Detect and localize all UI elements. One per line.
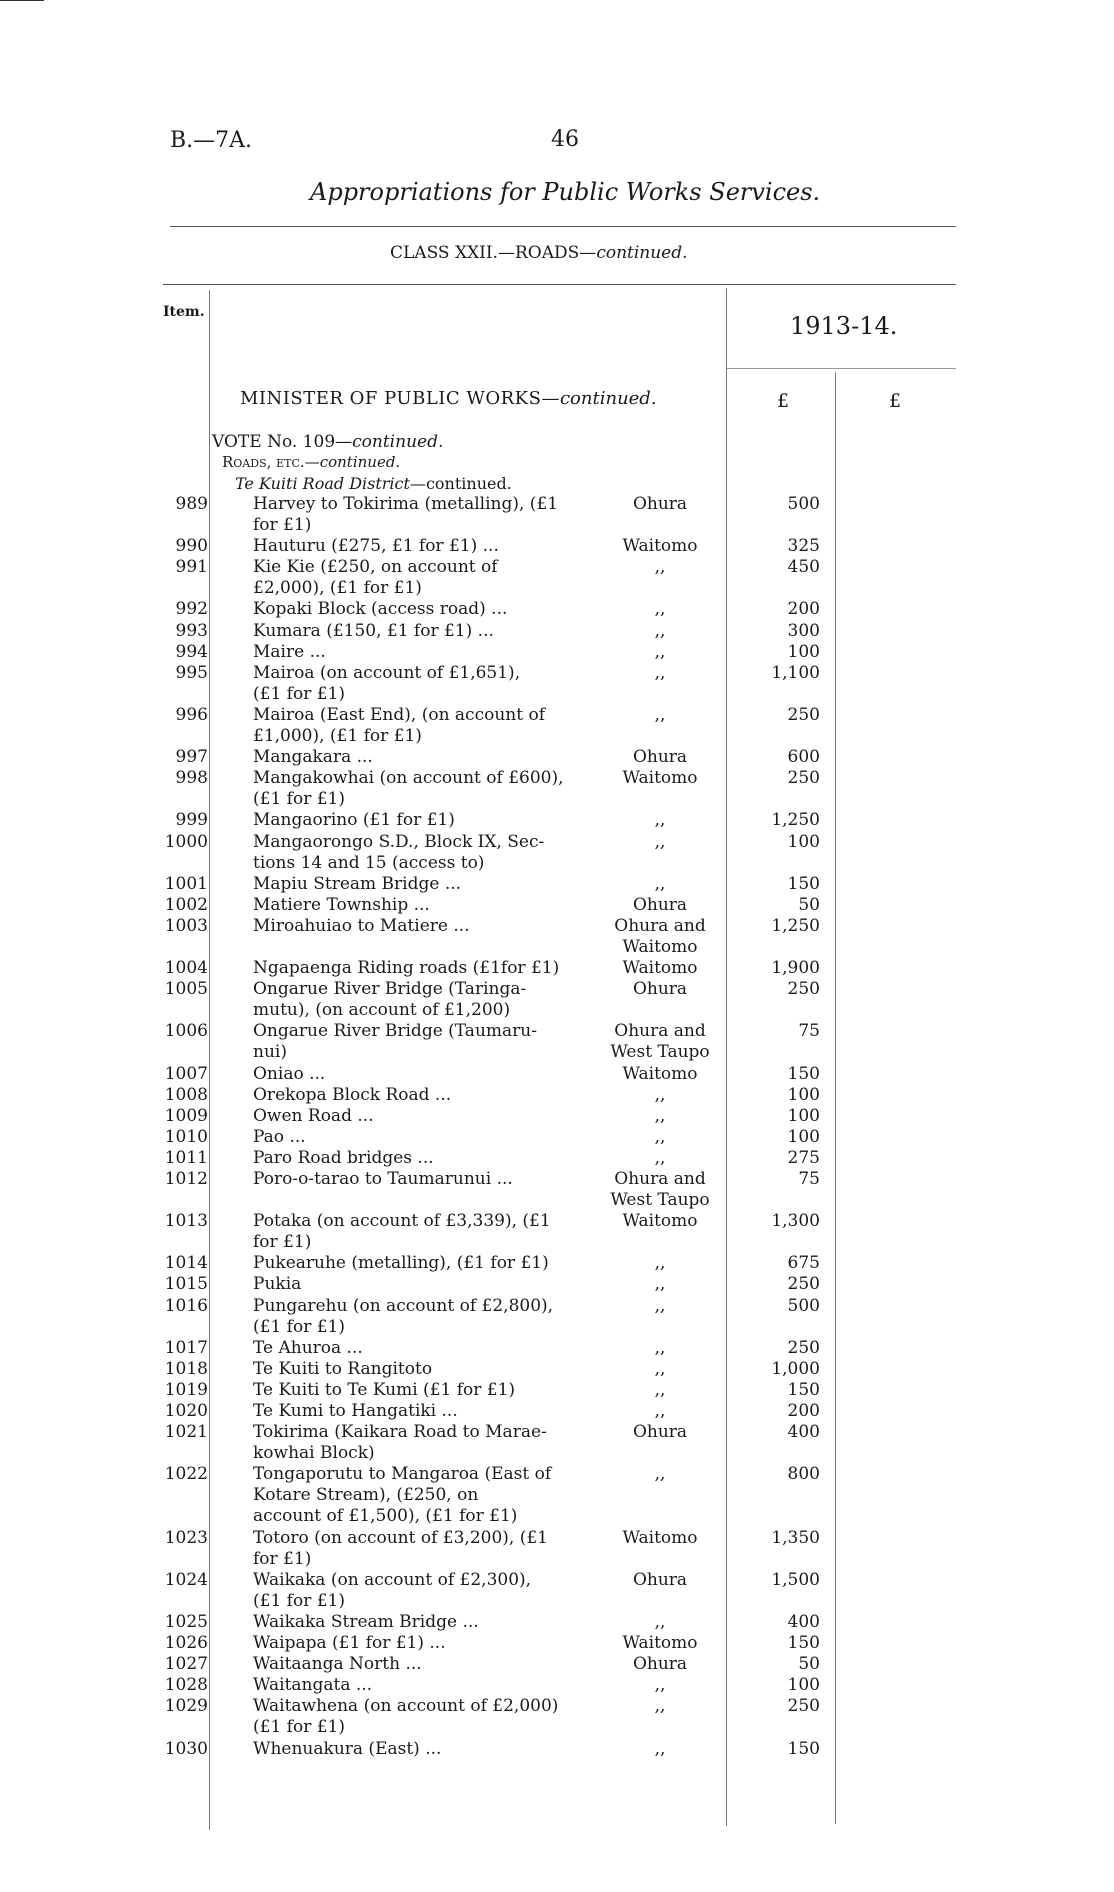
item-number: 992 xyxy=(175,599,208,620)
item-description: Mapiu Stream Bridge ... xyxy=(253,873,462,894)
item-amount: 1,250 xyxy=(771,810,820,831)
item-amount: 100 xyxy=(787,641,820,662)
table-row xyxy=(0,895,1114,916)
item-amount: 500 xyxy=(787,494,820,514)
item-number: 1010 xyxy=(164,1126,208,1147)
document-reference: B.—7A. xyxy=(170,128,253,153)
item-location: ,, xyxy=(654,831,666,852)
item-location: ,, xyxy=(654,1084,666,1105)
item-location: Waitomo xyxy=(622,768,698,789)
item-number: 998 xyxy=(175,768,208,789)
item-number: 1026 xyxy=(164,1633,208,1654)
item-location: ,, xyxy=(654,1696,666,1717)
item-number: 989 xyxy=(175,494,208,514)
item-amount: 325 xyxy=(787,536,820,557)
item-description: Paro Road bridges ... xyxy=(253,1147,434,1168)
item-location: ,, xyxy=(654,1675,666,1696)
item-amount: 600 xyxy=(787,747,820,768)
table-row xyxy=(0,1021,1114,1063)
item-amount: 400 xyxy=(787,1422,820,1443)
appropriations-table xyxy=(0,494,1114,1760)
district-continued: —continued. xyxy=(409,474,512,493)
item-amount: 200 xyxy=(787,599,820,620)
table-row xyxy=(0,768,1114,810)
item-amount: 150 xyxy=(787,873,820,894)
table-top-rule xyxy=(163,284,956,285)
item-location: Ohura and Waitomo xyxy=(614,915,706,957)
item-amount: 300 xyxy=(787,620,820,641)
item-amount: 75 xyxy=(798,1021,820,1042)
table-row xyxy=(0,621,1114,642)
table-row xyxy=(0,1380,1114,1401)
roads-title: Roads, etc.— xyxy=(222,453,320,471)
table-row xyxy=(0,1422,1114,1464)
minister-continued: continued. xyxy=(559,388,657,409)
item-description: Waikaka (on account of £2,300), (£1 for £1) xyxy=(253,1569,532,1611)
item-amount: 100 xyxy=(787,1084,820,1105)
item-description: Waikaka Stream Bridge ... xyxy=(253,1611,479,1632)
item-location: ,, xyxy=(654,873,666,894)
year-under-rule xyxy=(726,368,956,369)
item-number: 995 xyxy=(175,662,208,683)
item-description: Waitaanga North ... xyxy=(253,1654,422,1675)
item-location: Ohura xyxy=(632,1422,688,1443)
table-row xyxy=(0,1696,1114,1738)
item-number: 1016 xyxy=(164,1295,208,1316)
item-number: 1013 xyxy=(164,1211,208,1232)
table-row xyxy=(0,1169,1114,1211)
item-location: ,, xyxy=(654,557,666,578)
table-row xyxy=(0,1633,1114,1654)
item-location: ,, xyxy=(654,810,666,831)
item-number: 1014 xyxy=(164,1253,208,1274)
item-location: Ohura and West Taupo xyxy=(610,1169,710,1210)
item-number: 1012 xyxy=(164,1169,208,1189)
item-description: Mangaorino (£1 for £1) xyxy=(253,810,455,831)
item-description: Ongarue River Bridge (Taringa- mutu), (on account of £1,200) xyxy=(253,979,527,1021)
table-row xyxy=(0,1570,1114,1612)
table-row xyxy=(0,810,1114,831)
item-description: Waitawhena (on account of £2,000) (£1 for £1) xyxy=(253,1696,559,1738)
minister-title: MINISTER OF PUBLIC WORKS— xyxy=(240,388,560,409)
item-description: Kopaki Block (access road) ... xyxy=(253,599,508,620)
vote-heading xyxy=(212,432,443,452)
item-location: ,, xyxy=(654,620,666,641)
table-row xyxy=(0,599,1114,620)
item-number: 996 xyxy=(175,704,208,725)
table-row xyxy=(0,642,1114,663)
item-location: ,, xyxy=(654,1464,666,1485)
item-number: 999 xyxy=(175,810,208,831)
item-description: Miroahuiao to Matiere ... xyxy=(253,915,470,936)
item-number: 1022 xyxy=(164,1464,208,1485)
item-location: ,, xyxy=(654,599,666,620)
item-description: Ongarue River Bridge (Taumaru- nui) xyxy=(253,1021,537,1063)
table-row xyxy=(0,1085,1114,1106)
year-column-header: 1913-14. xyxy=(790,312,898,340)
item-amount: 100 xyxy=(787,1675,820,1696)
item-location: ,, xyxy=(654,1274,666,1295)
item-amount: 75 xyxy=(798,1169,820,1189)
item-location: ,, xyxy=(654,1379,666,1400)
item-number: 1015 xyxy=(164,1274,208,1295)
item-description: Whenuakura (East) ... xyxy=(253,1738,442,1759)
item-amount: 1,000 xyxy=(771,1358,820,1379)
table-row xyxy=(0,1296,1114,1338)
item-description: Harvey to Tokirima (metalling), (£1 for £1) xyxy=(253,494,559,535)
page-number: 46 xyxy=(551,127,579,152)
district-title: Te Kuiti Road District xyxy=(235,474,410,493)
item-location: Waitomo xyxy=(622,958,698,979)
table-row xyxy=(0,1253,1114,1274)
item-location: ,, xyxy=(654,1126,666,1147)
item-amount: 500 xyxy=(787,1295,820,1316)
item-number: 1024 xyxy=(164,1569,208,1590)
table-row xyxy=(0,1612,1114,1633)
item-location: ,, xyxy=(654,1253,666,1274)
item-location: Ohura xyxy=(632,979,688,1000)
item-number: 997 xyxy=(175,747,208,768)
class-heading xyxy=(390,243,688,263)
item-location: ,, xyxy=(654,1105,666,1126)
item-amount: 250 xyxy=(787,1274,820,1295)
item-amount: 150 xyxy=(787,1063,820,1084)
item-location: ,, xyxy=(654,704,666,725)
item-amount: 1,500 xyxy=(771,1569,820,1590)
item-amount: 250 xyxy=(787,1337,820,1358)
table-row xyxy=(0,1401,1114,1422)
currency-header-2: £ xyxy=(889,390,902,412)
item-description: Pao ... xyxy=(253,1126,306,1147)
item-description: Oniao ... xyxy=(253,1063,326,1084)
item-amount: 675 xyxy=(787,1253,820,1274)
item-number: 1028 xyxy=(164,1675,208,1696)
item-number: 1025 xyxy=(164,1611,208,1632)
roads-heading xyxy=(222,453,400,471)
item-description: Kie Kie (£250, on account of £2,000), (£1 for £1) xyxy=(253,557,498,599)
item-description: Pukearuhe (metalling), (£1 for £1) xyxy=(253,1253,549,1274)
table-row xyxy=(0,1106,1114,1127)
item-number: 1023 xyxy=(164,1527,208,1548)
item-number: 1029 xyxy=(164,1696,208,1717)
item-description: Mairoa (East End), (on account of £1,000), (£1 for £1) xyxy=(253,704,545,746)
table-row xyxy=(0,958,1114,979)
currency-header-1: £ xyxy=(777,390,790,412)
item-location: Ohura and West Taupo xyxy=(610,1021,710,1063)
item-description: Totoro (on account of £3,200), (£1 for £1) xyxy=(253,1527,548,1569)
item-number: 1018 xyxy=(164,1358,208,1379)
item-amount: 150 xyxy=(787,1633,820,1654)
item-amount: 1,350 xyxy=(771,1527,820,1548)
item-amount: 250 xyxy=(787,979,820,1000)
item-description: Poro-o-tarao to Taumarunui ... xyxy=(253,1169,513,1189)
item-amount: 150 xyxy=(787,1379,820,1400)
item-amount: 250 xyxy=(787,1696,820,1717)
item-amount: 250 xyxy=(787,768,820,789)
table-row xyxy=(0,1064,1114,1085)
item-number: 993 xyxy=(175,620,208,641)
item-number: 1017 xyxy=(164,1337,208,1358)
item-number: 994 xyxy=(175,641,208,662)
item-description: Ngapaenga Riding roads (£1for £1) xyxy=(253,958,560,979)
item-location: Ohura xyxy=(632,1569,688,1590)
item-number: 1011 xyxy=(164,1147,208,1168)
table-row xyxy=(0,1148,1114,1169)
item-amount: 800 xyxy=(787,1464,820,1485)
item-number: 1019 xyxy=(164,1379,208,1400)
item-number: 1020 xyxy=(164,1401,208,1422)
item-amount: 200 xyxy=(787,1401,820,1422)
vote-title: VOTE No. 109— xyxy=(212,432,353,452)
item-description: Kumara (£150, £1 for £1) ... xyxy=(253,620,494,641)
item-description: Mangaorongo S.D., Block IX, Sec- tions 14 and 15 (access to) xyxy=(253,831,545,873)
item-location: Waitomo xyxy=(622,1211,698,1232)
item-number: 1030 xyxy=(164,1738,208,1759)
class-continued: continued. xyxy=(596,243,688,263)
minister-heading xyxy=(240,388,657,409)
table-row xyxy=(0,747,1114,768)
item-description: Owen Road ... xyxy=(253,1105,374,1126)
item-location: ,, xyxy=(654,1401,666,1422)
item-header-underline xyxy=(0,0,44,1)
item-amount: 450 xyxy=(787,557,820,578)
table-row xyxy=(0,1528,1114,1570)
table-row xyxy=(0,705,1114,747)
header-rule xyxy=(170,226,956,227)
item-location: ,, xyxy=(654,641,666,662)
item-description: Te Kuiti to Rangitoto xyxy=(253,1358,433,1379)
item-location: Waitomo xyxy=(622,1527,698,1548)
table-row xyxy=(0,874,1114,895)
item-description: Maire ... xyxy=(253,641,326,662)
item-number: 1003 xyxy=(164,915,208,936)
item-description: Waitangata ... xyxy=(253,1675,373,1696)
item-amount: 100 xyxy=(787,1105,820,1126)
table-row xyxy=(0,1127,1114,1148)
table-row xyxy=(0,663,1114,705)
item-description: Mangakowhai (on account of £600), (£1 for £1) xyxy=(253,768,564,810)
table-row xyxy=(0,536,1114,557)
item-number: 1002 xyxy=(164,894,208,915)
item-location: ,, xyxy=(654,1611,666,1632)
item-location: Waitomo xyxy=(622,1633,698,1654)
table-row xyxy=(0,494,1114,536)
district-heading xyxy=(235,474,512,493)
item-description: Mangakara ... xyxy=(253,747,373,768)
item-description: Potaka (on account of £3,339), (£1 for £1) xyxy=(253,1211,551,1253)
item-number: 1006 xyxy=(164,1021,208,1042)
item-number: 1007 xyxy=(164,1063,208,1084)
item-location: ,, xyxy=(654,1358,666,1379)
item-amount: 1,250 xyxy=(771,915,820,936)
table-row xyxy=(0,916,1114,958)
item-location: ,, xyxy=(654,1337,666,1358)
item-description: Orekopa Block Road ... xyxy=(253,1084,452,1105)
table-row xyxy=(0,1464,1114,1527)
table-row xyxy=(0,1211,1114,1253)
item-amount: 400 xyxy=(787,1611,820,1632)
class-title: CLASS XXII.—ROADS— xyxy=(390,243,597,263)
item-amount: 100 xyxy=(787,831,820,852)
item-number: 1000 xyxy=(164,831,208,852)
table-row xyxy=(0,832,1114,874)
item-amount: 50 xyxy=(798,1654,820,1675)
item-description: Matiere Township ... xyxy=(253,894,430,915)
item-number: 1027 xyxy=(164,1654,208,1675)
item-location: ,, xyxy=(654,1147,666,1168)
item-location: Ohura xyxy=(632,494,688,514)
item-amount: 150 xyxy=(787,1738,820,1759)
item-description: Te Kuiti to Te Kumi (£1 for £1) xyxy=(253,1379,516,1400)
vote-continued: continued. xyxy=(352,432,444,452)
item-description: Tongaporutu to Mangaroa (East of Kotare Stream), (£250, on account of £1,500), (£1 for £1) xyxy=(253,1464,552,1527)
item-number: 1009 xyxy=(164,1105,208,1126)
table-row xyxy=(0,1274,1114,1295)
item-location: ,, xyxy=(654,1738,666,1759)
table-row xyxy=(0,557,1114,599)
item-number: 1021 xyxy=(164,1422,208,1443)
item-number: 991 xyxy=(175,557,208,578)
item-amount: 1,900 xyxy=(771,958,820,979)
item-amount: 100 xyxy=(787,1126,820,1147)
item-number: 1001 xyxy=(164,873,208,894)
item-description: Tokirima (Kaikara Road to Marae- kowhai Block) xyxy=(253,1422,547,1464)
item-location: Waitomo xyxy=(622,1063,698,1084)
item-column-header: Item. xyxy=(163,304,205,320)
item-number: 1004 xyxy=(164,958,208,979)
table-row xyxy=(0,1675,1114,1696)
item-amount: 275 xyxy=(787,1147,820,1168)
item-number: 1005 xyxy=(164,979,208,1000)
item-number: 990 xyxy=(175,536,208,557)
item-description: Pukia xyxy=(253,1274,302,1295)
table-row xyxy=(0,1739,1114,1760)
item-description: Waipapa (£1 for £1) ... xyxy=(253,1633,446,1654)
item-description: Mairoa (on account of £1,651), (£1 for £1) xyxy=(253,662,521,704)
item-description: Te Ahuroa ... xyxy=(253,1337,363,1358)
roads-continued: continued. xyxy=(319,453,401,471)
item-amount: 50 xyxy=(798,894,820,915)
running-title: Appropriations for Public Works Services. xyxy=(310,178,821,206)
item-description: Pungarehu (on account of £2,800), (£1 for £1) xyxy=(253,1295,554,1337)
item-description: Hauturu (£275, £1 for £1) ... xyxy=(253,536,499,557)
table-row xyxy=(0,1338,1114,1359)
table-row xyxy=(0,1359,1114,1380)
item-location: Ohura xyxy=(632,747,688,768)
item-location: ,, xyxy=(654,662,666,683)
item-amount: 1,100 xyxy=(771,662,820,683)
item-location: ,, xyxy=(654,1295,666,1316)
item-amount: 250 xyxy=(787,704,820,725)
table-row xyxy=(0,979,1114,1021)
item-description: Te Kumi to Hangatiki ... xyxy=(253,1401,458,1422)
item-location: Ohura xyxy=(632,1654,688,1675)
item-location: Ohura xyxy=(632,894,688,915)
table-row xyxy=(0,1654,1114,1675)
item-number: 1008 xyxy=(164,1084,208,1105)
item-amount: 1,300 xyxy=(771,1211,820,1232)
item-location: Waitomo xyxy=(622,536,698,557)
